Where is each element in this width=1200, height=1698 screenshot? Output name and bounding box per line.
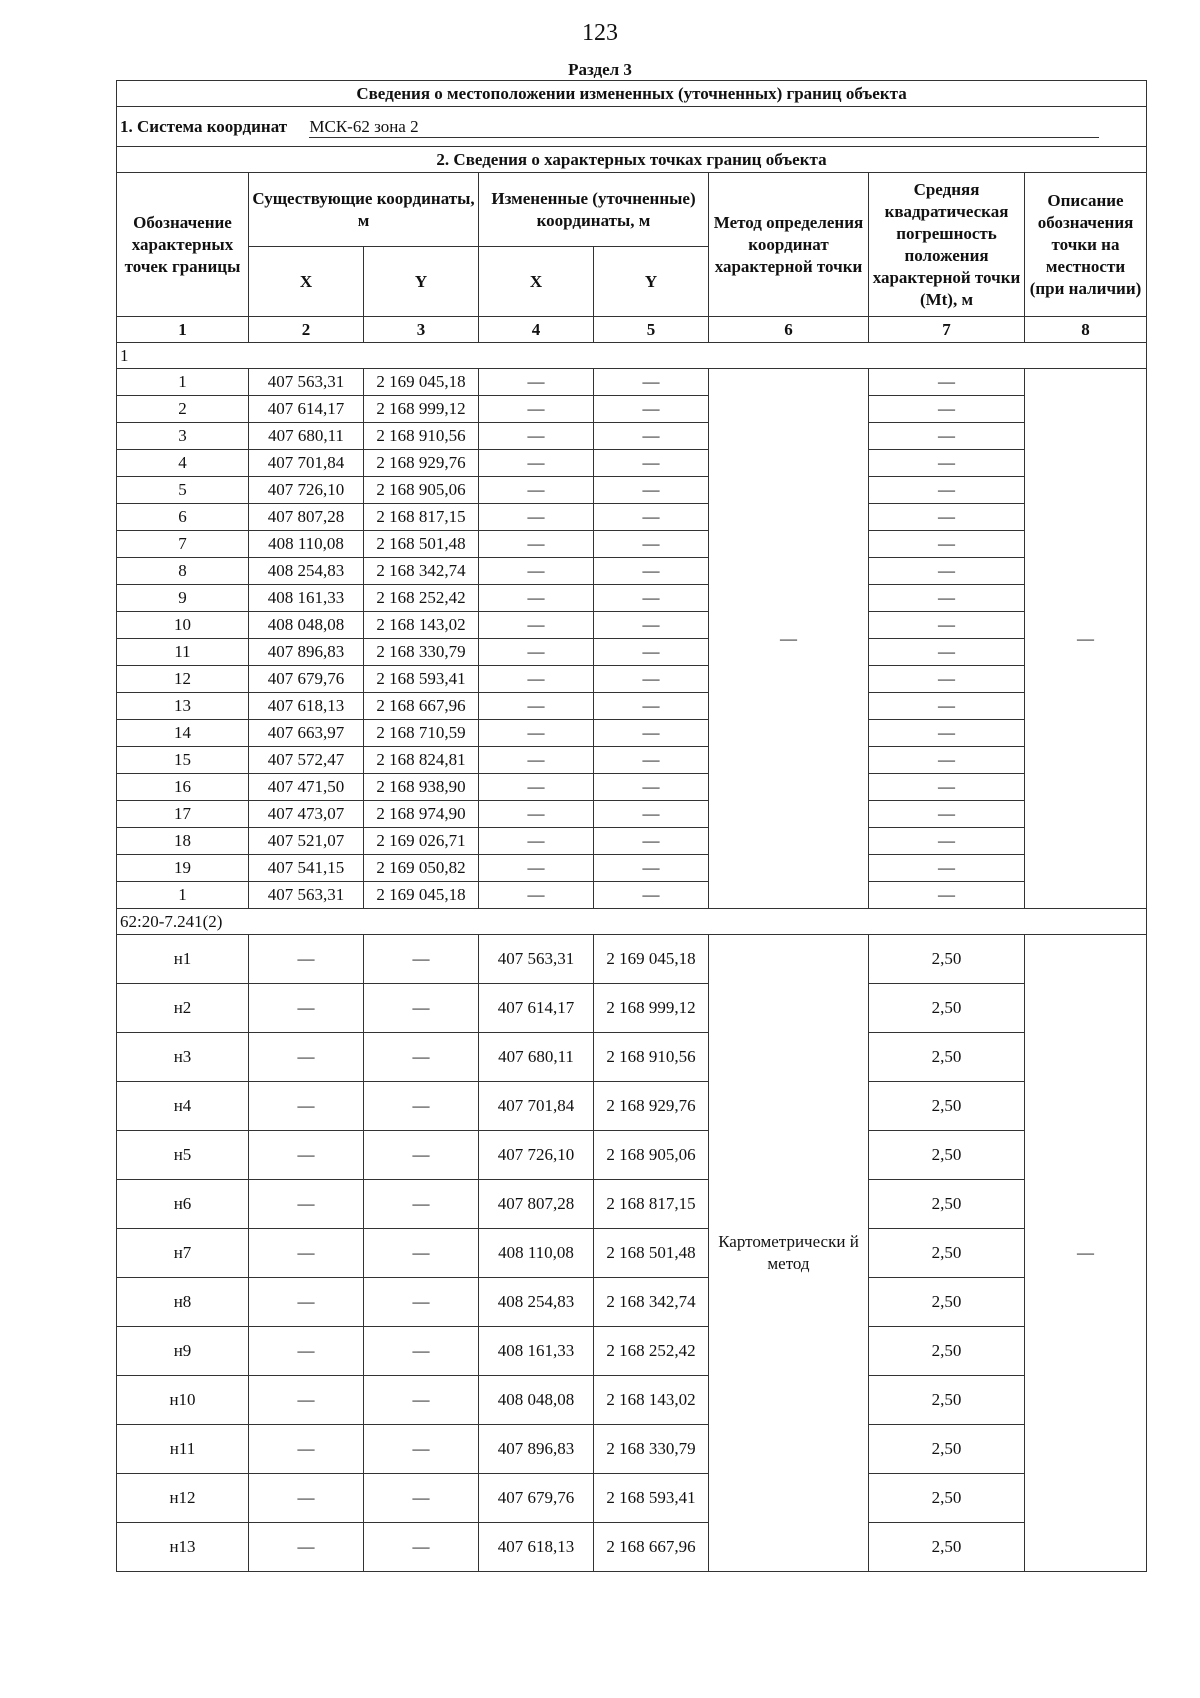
error-value: 2,50 — [869, 1425, 1025, 1474]
table-row — [117, 774, 1147, 801]
existing-y: — — [364, 984, 479, 1033]
point-designation: 3 — [117, 423, 249, 450]
existing-y: 2 168 910,56 — [364, 423, 479, 450]
error-value: — — [869, 369, 1025, 396]
existing-x: — — [249, 1033, 364, 1082]
existing-y: 2 168 999,12 — [364, 396, 479, 423]
error-value: — — [869, 855, 1025, 882]
existing-y: 2 168 710,59 — [364, 720, 479, 747]
existing-x: — — [249, 935, 364, 984]
point-designation: 16 — [117, 774, 249, 801]
error-value: — — [869, 666, 1025, 693]
point-designation: 2 — [117, 396, 249, 423]
point-designation: н4 — [117, 1082, 249, 1131]
changed-x: 407 726,10 — [479, 1131, 594, 1180]
table-row — [117, 935, 1147, 984]
changed-x: — — [479, 774, 594, 801]
header-y: Y — [364, 247, 479, 317]
method-cell: — — [709, 369, 869, 909]
error-value: — — [869, 612, 1025, 639]
changed-y: — — [594, 450, 709, 477]
changed-x: — — [479, 693, 594, 720]
table-row — [117, 882, 1147, 909]
point-designation: 1 — [117, 882, 249, 909]
changed-y: — — [594, 801, 709, 828]
boundary-points-table — [116, 80, 1147, 1572]
changed-y: 2 168 667,96 — [594, 1523, 709, 1572]
error-value: 2,50 — [869, 1523, 1025, 1572]
column-number: 4 — [479, 317, 594, 343]
error-value: — — [869, 558, 1025, 585]
existing-x: — — [249, 1425, 364, 1474]
existing-x: 408 254,83 — [249, 558, 364, 585]
changed-x: 407 896,83 — [479, 1425, 594, 1474]
changed-x: — — [479, 450, 594, 477]
changed-x: — — [479, 369, 594, 396]
table-row — [117, 531, 1147, 558]
existing-x: 407 614,17 — [249, 396, 364, 423]
changed-x: — — [479, 558, 594, 585]
header-error: Средняя квадратическая погрешность положения характерной точки (Mt), м — [869, 173, 1025, 317]
existing-y: — — [364, 1278, 479, 1327]
changed-y: — — [594, 882, 709, 909]
existing-y: 2 168 501,48 — [364, 531, 479, 558]
point-designation: н7 — [117, 1229, 249, 1278]
changed-x: — — [479, 504, 594, 531]
changed-x: — — [479, 585, 594, 612]
changed-y: — — [594, 693, 709, 720]
error-value: 2,50 — [869, 1327, 1025, 1376]
existing-y: — — [364, 1082, 479, 1131]
existing-x: 408 048,08 — [249, 612, 364, 639]
table-row — [117, 369, 1147, 396]
error-value: 2,50 — [869, 1082, 1025, 1131]
table-row — [117, 984, 1147, 1033]
changed-x: — — [479, 882, 594, 909]
column-number: 3 — [364, 317, 479, 343]
point-designation: 17 — [117, 801, 249, 828]
point-designation: 7 — [117, 531, 249, 558]
existing-x: — — [249, 1523, 364, 1572]
point-designation: н8 — [117, 1278, 249, 1327]
changed-y: 2 168 910,56 — [594, 1033, 709, 1082]
column-number: 7 — [869, 317, 1025, 343]
changed-y: — — [594, 423, 709, 450]
table-row — [117, 423, 1147, 450]
existing-x: 407 680,11 — [249, 423, 364, 450]
existing-y: 2 168 974,90 — [364, 801, 479, 828]
column-number: 2 — [249, 317, 364, 343]
error-value: — — [869, 477, 1025, 504]
changed-y: 2 168 905,06 — [594, 1131, 709, 1180]
point-designation: н2 — [117, 984, 249, 1033]
changed-x: 407 680,11 — [479, 1033, 594, 1082]
table-row — [117, 1131, 1147, 1180]
existing-y: 2 168 667,96 — [364, 693, 479, 720]
section-title: Раздел 3 — [568, 60, 632, 79]
table-row — [117, 1425, 1147, 1474]
changed-x: — — [479, 720, 594, 747]
error-value: 2,50 — [869, 984, 1025, 1033]
table-row — [117, 1229, 1147, 1278]
description-cell: — — [1025, 369, 1147, 909]
existing-y: 2 169 045,18 — [364, 882, 479, 909]
points-title: 2. Сведения о характерных точках границ объекта — [117, 147, 1147, 173]
header-changed-coords: Измененные (уточненные) координаты, м — [479, 173, 709, 247]
table-row — [117, 1278, 1147, 1327]
existing-y: — — [364, 1376, 479, 1425]
existing-x: — — [249, 1180, 364, 1229]
point-designation: 15 — [117, 747, 249, 774]
changed-x: — — [479, 801, 594, 828]
changed-y: — — [594, 666, 709, 693]
coord-system-label: 1. Система координат — [120, 116, 288, 136]
existing-y: 2 168 593,41 — [364, 666, 479, 693]
table-row — [117, 1033, 1147, 1082]
header-x: X — [479, 247, 594, 317]
point-designation: н3 — [117, 1033, 249, 1082]
error-value: — — [869, 801, 1025, 828]
existing-y: 2 168 824,81 — [364, 747, 479, 774]
existing-x: 407 618,13 — [249, 693, 364, 720]
existing-x: 407 701,84 — [249, 450, 364, 477]
changed-y: — — [594, 477, 709, 504]
point-designation: 18 — [117, 828, 249, 855]
header-x: X — [249, 247, 364, 317]
existing-x: — — [249, 1229, 364, 1278]
changed-x: 407 563,31 — [479, 935, 594, 984]
changed-x: 408 048,08 — [479, 1376, 594, 1425]
existing-y: 2 168 905,06 — [364, 477, 479, 504]
changed-x: 407 614,17 — [479, 984, 594, 1033]
error-value: 2,50 — [869, 935, 1025, 984]
existing-x: — — [249, 1376, 364, 1425]
table-row — [117, 828, 1147, 855]
changed-y: 2 168 817,15 — [594, 1180, 709, 1229]
changed-y: 2 168 593,41 — [594, 1474, 709, 1523]
changed-y: — — [594, 558, 709, 585]
table-row — [117, 396, 1147, 423]
error-value: — — [869, 423, 1025, 450]
changed-y: — — [594, 720, 709, 747]
existing-y: 2 168 817,15 — [364, 504, 479, 531]
changed-y: 2 168 143,02 — [594, 1376, 709, 1425]
error-value: — — [869, 585, 1025, 612]
existing-y: — — [364, 1327, 479, 1376]
changed-x: 407 679,76 — [479, 1474, 594, 1523]
changed-x: 408 254,83 — [479, 1278, 594, 1327]
changed-x: — — [479, 423, 594, 450]
point-designation: 1 — [117, 369, 249, 396]
table-row — [117, 855, 1147, 882]
existing-x: 408 110,08 — [249, 531, 364, 558]
error-value: — — [869, 774, 1025, 801]
error-value: 2,50 — [869, 1474, 1025, 1523]
point-designation: 19 — [117, 855, 249, 882]
changed-x: — — [479, 639, 594, 666]
table-row — [117, 666, 1147, 693]
existing-y: 2 169 026,71 — [364, 828, 479, 855]
table-row — [117, 504, 1147, 531]
error-value: — — [869, 882, 1025, 909]
point-designation: 10 — [117, 612, 249, 639]
existing-x: 407 896,83 — [249, 639, 364, 666]
header-method: Метод определения координат характерной точки — [709, 173, 869, 317]
error-value: — — [869, 828, 1025, 855]
table-row — [117, 747, 1147, 774]
existing-y: — — [364, 1131, 479, 1180]
changed-y: 2 169 045,18 — [594, 935, 709, 984]
table-row — [117, 801, 1147, 828]
point-designation: 11 — [117, 639, 249, 666]
column-number: 6 — [709, 317, 869, 343]
changed-y: — — [594, 504, 709, 531]
existing-y: — — [364, 1474, 479, 1523]
description-cell: — — [1025, 935, 1147, 1572]
existing-x: 407 663,97 — [249, 720, 364, 747]
changed-y: — — [594, 585, 709, 612]
existing-x: 408 161,33 — [249, 585, 364, 612]
coord-system-row — [117, 107, 1147, 147]
changed-y: 2 168 929,76 — [594, 1082, 709, 1131]
changed-y: — — [594, 639, 709, 666]
error-value: — — [869, 450, 1025, 477]
table-row — [117, 450, 1147, 477]
point-designation: 8 — [117, 558, 249, 585]
error-value: 2,50 — [869, 1229, 1025, 1278]
error-value: 2,50 — [869, 1278, 1025, 1327]
existing-y: 2 168 938,90 — [364, 774, 479, 801]
table-row — [117, 477, 1147, 504]
existing-y: 2 168 252,42 — [364, 585, 479, 612]
point-designation: 13 — [117, 693, 249, 720]
point-designation: н11 — [117, 1425, 249, 1474]
changed-x: 407 701,84 — [479, 1082, 594, 1131]
error-value: 2,50 — [869, 1033, 1025, 1082]
table-row — [117, 1180, 1147, 1229]
changed-x: — — [479, 666, 594, 693]
changed-y: 2 168 330,79 — [594, 1425, 709, 1474]
column-number: 5 — [594, 317, 709, 343]
table-row — [117, 639, 1147, 666]
table-row — [117, 1327, 1147, 1376]
changed-x: — — [479, 747, 594, 774]
changed-x: 408 110,08 — [479, 1229, 594, 1278]
existing-x: 407 563,31 — [249, 369, 364, 396]
error-value: 2,50 — [869, 1180, 1025, 1229]
existing-y: — — [364, 1180, 479, 1229]
existing-y: 2 169 050,82 — [364, 855, 479, 882]
error-value: — — [869, 504, 1025, 531]
existing-x: 407 521,07 — [249, 828, 364, 855]
point-designation: н13 — [117, 1523, 249, 1572]
existing-y: — — [364, 1425, 479, 1474]
point-designation: н9 — [117, 1327, 249, 1376]
changed-x: — — [479, 612, 594, 639]
existing-y: — — [364, 1033, 479, 1082]
changed-y: 2 168 252,42 — [594, 1327, 709, 1376]
changed-x: — — [479, 396, 594, 423]
existing-x: — — [249, 984, 364, 1033]
existing-x: 407 679,76 — [249, 666, 364, 693]
error-value: — — [869, 531, 1025, 558]
changed-y: 2 168 342,74 — [594, 1278, 709, 1327]
changed-y: — — [594, 369, 709, 396]
error-value: — — [869, 747, 1025, 774]
point-designation: 14 — [117, 720, 249, 747]
table-row — [117, 558, 1147, 585]
changed-y: — — [594, 774, 709, 801]
existing-x: — — [249, 1327, 364, 1376]
column-number: 1 — [117, 317, 249, 343]
group-label: 1 — [117, 343, 1147, 369]
existing-y: 2 168 143,02 — [364, 612, 479, 639]
existing-x: 407 726,10 — [249, 477, 364, 504]
changed-y: — — [594, 828, 709, 855]
existing-x: 407 473,07 — [249, 801, 364, 828]
existing-x: 407 807,28 — [249, 504, 364, 531]
changed-y: — — [594, 612, 709, 639]
existing-x: 407 541,15 — [249, 855, 364, 882]
header-existing-coords: Существующие координаты, м — [249, 173, 479, 247]
changed-y: — — [594, 396, 709, 423]
changed-x: — — [479, 477, 594, 504]
existing-y: 2 168 929,76 — [364, 450, 479, 477]
point-designation: 4 — [117, 450, 249, 477]
error-value: — — [869, 693, 1025, 720]
point-designation: н1 — [117, 935, 249, 984]
existing-x: — — [249, 1474, 364, 1523]
changed-y: 2 168 999,12 — [594, 984, 709, 1033]
page-number: 123 — [582, 20, 618, 46]
error-value: — — [869, 639, 1025, 666]
existing-y: — — [364, 935, 479, 984]
existing-y: 2 169 045,18 — [364, 369, 479, 396]
changed-y: — — [594, 531, 709, 558]
changed-x: — — [479, 855, 594, 882]
table-row — [117, 585, 1147, 612]
coord-system-value: МСК-62 зона 2 — [309, 117, 1099, 138]
column-number: 8 — [1025, 317, 1147, 343]
existing-y: — — [364, 1523, 479, 1572]
changed-x: 407 807,28 — [479, 1180, 594, 1229]
header-description: Описание обозначения точки на местности (при наличии) — [1025, 173, 1147, 317]
header-designation: Обозначение характерных точек границы — [117, 173, 249, 317]
existing-x: — — [249, 1082, 364, 1131]
existing-x: — — [249, 1131, 364, 1180]
header-y: Y — [594, 247, 709, 317]
table-row — [117, 1082, 1147, 1131]
point-designation: 6 — [117, 504, 249, 531]
group-label: 62:20-7.241(2) — [117, 909, 1147, 935]
changed-x: 408 161,33 — [479, 1327, 594, 1376]
changed-y: 2 168 501,48 — [594, 1229, 709, 1278]
table-title: Сведения о местоположении измененных (уточненных) границ объекта — [117, 81, 1147, 107]
point-designation: н12 — [117, 1474, 249, 1523]
table-row — [117, 720, 1147, 747]
error-value: — — [869, 720, 1025, 747]
table-row — [117, 1474, 1147, 1523]
table-row — [117, 612, 1147, 639]
method-cell: Картометрически й метод — [709, 935, 869, 1572]
existing-x: — — [249, 1278, 364, 1327]
changed-x: — — [479, 828, 594, 855]
point-designation: 12 — [117, 666, 249, 693]
existing-x: 407 471,50 — [249, 774, 364, 801]
table-row — [117, 1376, 1147, 1425]
point-designation: н10 — [117, 1376, 249, 1425]
changed-y: — — [594, 747, 709, 774]
existing-x: 407 572,47 — [249, 747, 364, 774]
changed-x: 407 618,13 — [479, 1523, 594, 1572]
point-designation: 9 — [117, 585, 249, 612]
point-designation: н6 — [117, 1180, 249, 1229]
point-designation: 5 — [117, 477, 249, 504]
error-value: — — [869, 396, 1025, 423]
table-row — [117, 1523, 1147, 1572]
existing-y: — — [364, 1229, 479, 1278]
table-row — [117, 693, 1147, 720]
existing-y: 2 168 330,79 — [364, 639, 479, 666]
point-designation: н5 — [117, 1131, 249, 1180]
error-value: 2,50 — [869, 1376, 1025, 1425]
error-value: 2,50 — [869, 1131, 1025, 1180]
existing-y: 2 168 342,74 — [364, 558, 479, 585]
changed-x: — — [479, 531, 594, 558]
changed-y: — — [594, 855, 709, 882]
existing-x: 407 563,31 — [249, 882, 364, 909]
